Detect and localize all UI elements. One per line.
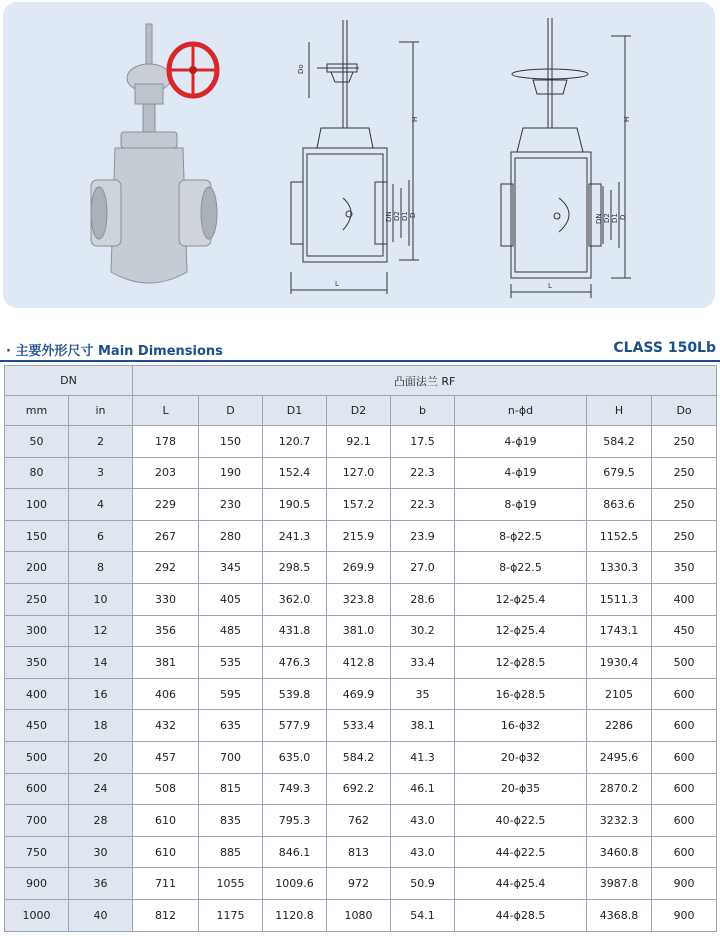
table-cell: 595 bbox=[199, 678, 263, 710]
table-cell: 863.6 bbox=[587, 489, 652, 521]
valve-drawing-side bbox=[501, 18, 631, 298]
table-cell: 36 bbox=[69, 868, 133, 900]
heading-divider bbox=[0, 360, 720, 362]
table-cell: 250 bbox=[5, 583, 69, 615]
table-cell: 381 bbox=[133, 647, 199, 679]
table-cell: 812 bbox=[133, 899, 199, 931]
table-row bbox=[5, 457, 717, 489]
table-cell: 469.9 bbox=[327, 678, 391, 710]
table-cell: 14 bbox=[69, 647, 133, 679]
label-l-2: L bbox=[548, 282, 552, 290]
table-cell: 4368.8 bbox=[587, 899, 652, 931]
table-cell: 539.8 bbox=[263, 678, 327, 710]
table-row bbox=[5, 615, 717, 647]
table-cell: 900 bbox=[652, 868, 717, 900]
table-cell: 203 bbox=[133, 457, 199, 489]
table-cell: 16 bbox=[69, 678, 133, 710]
table-cell: 35 bbox=[391, 678, 455, 710]
table-cell: 230 bbox=[199, 489, 263, 521]
label-l-1: L bbox=[335, 280, 339, 288]
table-cell: 750 bbox=[5, 836, 69, 868]
table-cell: 43.0 bbox=[391, 836, 455, 868]
valve-illustrations bbox=[3, 2, 715, 308]
table-cell: 500 bbox=[5, 741, 69, 773]
table-cell: 190.5 bbox=[263, 489, 327, 521]
table-row bbox=[5, 868, 717, 900]
column-header: n-ϕd bbox=[455, 396, 587, 426]
table-cell: 92.1 bbox=[327, 426, 391, 458]
main-dimensions-table bbox=[4, 365, 717, 932]
table-cell: 20 bbox=[69, 741, 133, 773]
table-row bbox=[5, 836, 717, 868]
table-cell: 8 bbox=[69, 552, 133, 584]
table-row bbox=[5, 583, 717, 615]
column-header: mm bbox=[5, 396, 69, 426]
label-dn-1: DN bbox=[385, 211, 393, 222]
table-cell: 508 bbox=[133, 773, 199, 805]
table-cell: 692.2 bbox=[327, 773, 391, 805]
table-cell: 600 bbox=[652, 741, 717, 773]
table-cell: 900 bbox=[652, 899, 717, 931]
table-cell: 2286 bbox=[587, 710, 652, 742]
table-cell: 381.0 bbox=[327, 615, 391, 647]
table-cell: 12 bbox=[69, 615, 133, 647]
column-header-row bbox=[5, 396, 717, 426]
table-cell: 22.3 bbox=[391, 457, 455, 489]
table-cell: 584.2 bbox=[587, 426, 652, 458]
table-cell: 22.3 bbox=[391, 489, 455, 521]
table-cell: 43.0 bbox=[391, 805, 455, 837]
table-cell: 1175 bbox=[199, 899, 263, 931]
table-cell: 600 bbox=[652, 805, 717, 837]
label-h-2: H bbox=[623, 116, 631, 122]
class-label: CLASS 150Lb bbox=[613, 340, 716, 356]
table-cell: 44-ϕ22.5 bbox=[455, 836, 587, 868]
column-header: H bbox=[587, 396, 652, 426]
table-cell: 600 bbox=[5, 773, 69, 805]
table-cell: 292 bbox=[133, 552, 199, 584]
table-cell: 700 bbox=[199, 741, 263, 773]
table-cell: 54.1 bbox=[391, 899, 455, 931]
table-cell: 12-ϕ28.5 bbox=[455, 647, 587, 679]
table-cell: 600 bbox=[652, 678, 717, 710]
table-cell: 885 bbox=[199, 836, 263, 868]
table-cell: 1120.8 bbox=[263, 899, 327, 931]
table-cell: 400 bbox=[5, 678, 69, 710]
dn-group-header: DN bbox=[5, 366, 133, 396]
table-cell: 41.3 bbox=[391, 741, 455, 773]
table-cell: 406 bbox=[133, 678, 199, 710]
table-cell: 2 bbox=[69, 426, 133, 458]
table-cell: 711 bbox=[133, 868, 199, 900]
table-cell: 24 bbox=[69, 773, 133, 805]
table-cell: 972 bbox=[327, 868, 391, 900]
table-cell: 762 bbox=[327, 805, 391, 837]
label-d-2: D bbox=[619, 214, 627, 220]
label-d1-2: D1 bbox=[611, 213, 619, 223]
table-cell: 20-ϕ35 bbox=[455, 773, 587, 805]
column-header: Do bbox=[652, 396, 717, 426]
table-cell: 450 bbox=[5, 710, 69, 742]
table-cell: 16-ϕ32 bbox=[455, 710, 587, 742]
table-cell: 18 bbox=[69, 710, 133, 742]
table-cell: 229 bbox=[133, 489, 199, 521]
column-header: b bbox=[391, 396, 455, 426]
table-cell: 450 bbox=[652, 615, 717, 647]
flange-group-header: 凸面法兰 RF bbox=[133, 366, 717, 396]
table-cell: 1152.5 bbox=[587, 520, 652, 552]
table-row bbox=[5, 647, 717, 679]
table-cell: 50.9 bbox=[391, 868, 455, 900]
table-cell: 610 bbox=[133, 836, 199, 868]
table-cell: 2495.6 bbox=[587, 741, 652, 773]
table-cell: 350 bbox=[652, 552, 717, 584]
table-cell: 157.2 bbox=[327, 489, 391, 521]
table-row bbox=[5, 805, 717, 837]
table-row bbox=[5, 741, 717, 773]
table-cell: 300 bbox=[5, 615, 69, 647]
group-header-row bbox=[5, 366, 717, 396]
table-cell: 27.0 bbox=[391, 552, 455, 584]
table-row bbox=[5, 489, 717, 521]
table-cell: 17.5 bbox=[391, 426, 455, 458]
table-cell: 749.3 bbox=[263, 773, 327, 805]
table-cell: 635 bbox=[199, 710, 263, 742]
table-cell: 1000 bbox=[5, 899, 69, 931]
table-cell: 356 bbox=[133, 615, 199, 647]
table-cell: 330 bbox=[133, 583, 199, 615]
table-cell: 577.9 bbox=[263, 710, 327, 742]
table-cell: 44-ϕ25.4 bbox=[455, 868, 587, 900]
label-d2-1: D2 bbox=[393, 211, 401, 221]
table-cell: 280 bbox=[199, 520, 263, 552]
table-cell: 4-ϕ19 bbox=[455, 457, 587, 489]
table-cell: 1080 bbox=[327, 899, 391, 931]
table-cell: 600 bbox=[652, 710, 717, 742]
table-cell: 405 bbox=[199, 583, 263, 615]
table-cell: 298.5 bbox=[263, 552, 327, 584]
table-cell: 178 bbox=[133, 426, 199, 458]
table-cell: 635.0 bbox=[263, 741, 327, 773]
table-cell: 900 bbox=[5, 868, 69, 900]
table-row bbox=[5, 710, 717, 742]
table-cell: 600 bbox=[652, 836, 717, 868]
table-cell: 152.4 bbox=[263, 457, 327, 489]
table-row bbox=[5, 899, 717, 931]
label-do-1: Do bbox=[297, 64, 305, 74]
table-cell: 3232.3 bbox=[587, 805, 652, 837]
table-cell: 12-ϕ25.4 bbox=[455, 615, 587, 647]
table-cell: 835 bbox=[199, 805, 263, 837]
handwheel-icon bbox=[169, 44, 217, 96]
table-cell: 40-ϕ22.5 bbox=[455, 805, 587, 837]
table-cell: 215.9 bbox=[327, 520, 391, 552]
table-cell: 8-ϕ22.5 bbox=[455, 552, 587, 584]
table-cell: 80 bbox=[5, 457, 69, 489]
table-cell: 40 bbox=[69, 899, 133, 931]
table-cell: 610 bbox=[133, 805, 199, 837]
table-cell: 412.8 bbox=[327, 647, 391, 679]
table-cell: 267 bbox=[133, 520, 199, 552]
table-cell: 190 bbox=[199, 457, 263, 489]
table-cell: 8-ϕ22.5 bbox=[455, 520, 587, 552]
table-cell: 431.8 bbox=[263, 615, 327, 647]
label-d2-2: D2 bbox=[603, 213, 611, 223]
table-cell: 150 bbox=[199, 426, 263, 458]
table-cell: 679.5 bbox=[587, 457, 652, 489]
table-cell: 1743.1 bbox=[587, 615, 652, 647]
column-header: D2 bbox=[327, 396, 391, 426]
table-cell: 2870.2 bbox=[587, 773, 652, 805]
table-cell: 400 bbox=[652, 583, 717, 615]
label-h-1: H bbox=[411, 116, 419, 122]
table-cell: 4-ϕ19 bbox=[455, 426, 587, 458]
table-cell: 8-ϕ19 bbox=[455, 489, 587, 521]
table-cell: 44-ϕ28.5 bbox=[455, 899, 587, 931]
table-cell: 250 bbox=[652, 426, 717, 458]
column-header: D bbox=[199, 396, 263, 426]
column-header: in bbox=[69, 396, 133, 426]
label-d1-1: D1 bbox=[401, 211, 409, 221]
table-cell: 50 bbox=[5, 426, 69, 458]
table-row bbox=[5, 773, 717, 805]
table-cell: 6 bbox=[69, 520, 133, 552]
table-cell: 150 bbox=[5, 520, 69, 552]
table-cell: 432 bbox=[133, 710, 199, 742]
table-cell: 535 bbox=[199, 647, 263, 679]
table-cell: 269.9 bbox=[327, 552, 391, 584]
table-cell: 600 bbox=[652, 773, 717, 805]
table-cell: 38.1 bbox=[391, 710, 455, 742]
table-cell: 323.8 bbox=[327, 583, 391, 615]
valve-photo bbox=[91, 24, 217, 283]
table-cell: 700 bbox=[5, 805, 69, 837]
table-cell: 4 bbox=[69, 489, 133, 521]
table-cell: 345 bbox=[199, 552, 263, 584]
table-cell: 3460.8 bbox=[587, 836, 652, 868]
table-cell: 30 bbox=[69, 836, 133, 868]
table-row bbox=[5, 552, 717, 584]
table-cell: 127.0 bbox=[327, 457, 391, 489]
table-cell: 46.1 bbox=[391, 773, 455, 805]
table-cell: 457 bbox=[133, 741, 199, 773]
table-cell: 533.4 bbox=[327, 710, 391, 742]
table-cell: 20-ϕ32 bbox=[455, 741, 587, 773]
table-cell: 476.3 bbox=[263, 647, 327, 679]
product-figure-panel bbox=[3, 2, 715, 308]
table-row bbox=[5, 520, 717, 552]
table-cell: 16-ϕ28.5 bbox=[455, 678, 587, 710]
table-cell: 30.2 bbox=[391, 615, 455, 647]
section-heading bbox=[0, 338, 720, 362]
table-cell: 485 bbox=[199, 615, 263, 647]
label-d-1: D bbox=[409, 212, 417, 218]
table-cell: 23.9 bbox=[391, 520, 455, 552]
table-cell: 241.3 bbox=[263, 520, 327, 552]
table-cell: 28 bbox=[69, 805, 133, 837]
table-cell: 250 bbox=[652, 520, 717, 552]
table-cell: 3 bbox=[69, 457, 133, 489]
column-header: L bbox=[133, 396, 199, 426]
table-cell: 1330.3 bbox=[587, 552, 652, 584]
table-cell: 200 bbox=[5, 552, 69, 584]
table-cell: 362.0 bbox=[263, 583, 327, 615]
table-row bbox=[5, 426, 717, 458]
table-cell: 2105 bbox=[587, 678, 652, 710]
table-body bbox=[5, 426, 717, 932]
column-header: D1 bbox=[263, 396, 327, 426]
table-cell: 120.7 bbox=[263, 426, 327, 458]
table-cell: 813 bbox=[327, 836, 391, 868]
table-cell: 1055 bbox=[199, 868, 263, 900]
table-cell: 250 bbox=[652, 489, 717, 521]
label-dn-2: DN bbox=[595, 213, 603, 224]
table-cell: 584.2 bbox=[327, 741, 391, 773]
table-cell: 3987.8 bbox=[587, 868, 652, 900]
table-cell: 846.1 bbox=[263, 836, 327, 868]
table-cell: 500 bbox=[652, 647, 717, 679]
table-row bbox=[5, 678, 717, 710]
table-cell: 100 bbox=[5, 489, 69, 521]
table-cell: 1009.6 bbox=[263, 868, 327, 900]
table-cell: 1511.3 bbox=[587, 583, 652, 615]
table-cell: 28.6 bbox=[391, 583, 455, 615]
table-cell: 795.3 bbox=[263, 805, 327, 837]
valve-drawing-front bbox=[291, 20, 419, 294]
table-cell: 10 bbox=[69, 583, 133, 615]
section-title: · 主要外形尺寸 Main Dimensions bbox=[6, 344, 223, 359]
table-cell: 250 bbox=[652, 457, 717, 489]
table-cell: 33.4 bbox=[391, 647, 455, 679]
table-cell: 815 bbox=[199, 773, 263, 805]
table-cell: 350 bbox=[5, 647, 69, 679]
table-cell: 1930.4 bbox=[587, 647, 652, 679]
table-cell: 12-ϕ25.4 bbox=[455, 583, 587, 615]
